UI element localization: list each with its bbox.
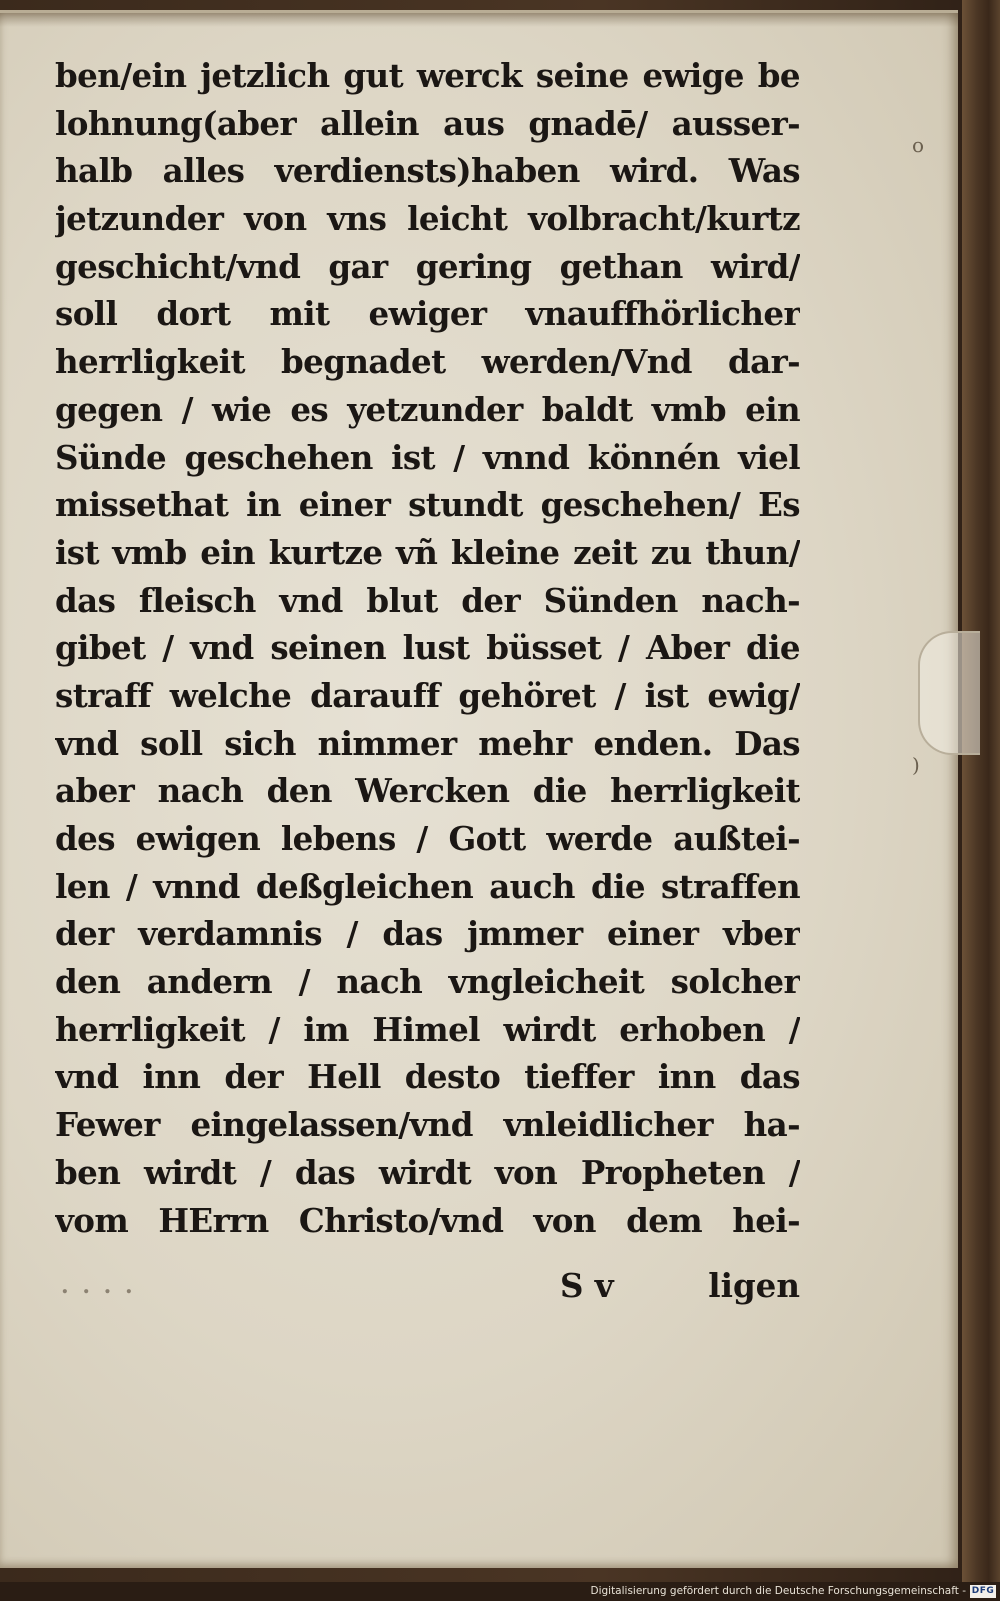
text-line: den andern / nach vngleicheit solcher: [55, 962, 800, 1002]
book-binding-edge: [962, 0, 1000, 1582]
text-line: aber nach den Wercken die herrligkeit: [55, 771, 800, 811]
text-line: ben wirdt / das wirdt von Propheten /: [55, 1152, 800, 1192]
text-line: vom HErrn Christo/vnd von dem hei-: [55, 1200, 800, 1240]
text-line: herrligkeit / im Himel wirdt erhoben /: [55, 1009, 800, 1049]
text-line: ist vmb ein kurtze vñ kleine zeit zu thun/: [55, 532, 800, 572]
margin-mark: o: [912, 133, 925, 157]
dfg-logo: DFG: [971, 1586, 995, 1596]
text-line: ben/ein jetzlich gut werck seine ewige be: [55, 56, 800, 95]
page-top-shadow: [0, 13, 958, 27]
text-line: gegen / wie es yetzunder baldt vmb ein: [55, 389, 800, 429]
text-line: straff welche darauff gehöret / ist ewig/: [55, 675, 800, 715]
catchword: ligen: [708, 1266, 800, 1305]
page-text: [55, 52, 800, 1244]
text-line: das fleisch vnd blut der Sünden nach-: [55, 580, 800, 620]
text-line: vnd inn der Hell desto tieffer inn das: [55, 1057, 800, 1097]
text-line: Fewer eingelassen/vnd vnleidlicher ha-: [55, 1105, 800, 1145]
signature-mark: S v: [560, 1266, 614, 1305]
text-line: lohnung(aber allein aus gnadē/ ausser-: [55, 103, 800, 143]
text-line: len / vnnd deßgleichen auch die straffen: [55, 866, 800, 906]
text-line: der verdamnis / das jmmer einer vber: [55, 914, 800, 954]
text-line: soll dort mit ewiger vnauffhörlicher: [55, 294, 800, 334]
text-line: des ewigen lebens / Gott werde außtei-: [55, 819, 800, 858]
text-line: herrligkeit begnadet werden/Vnd dar-: [55, 342, 800, 382]
margin-mark: ): [912, 753, 920, 777]
text-line: geschicht/vnd gar gering gethan wird/: [55, 246, 800, 286]
catch-line: [55, 1262, 800, 1310]
footer-credit: Digitalisierung gefördert durch die Deutsche Forschungsgemeinschaft -: [590, 1585, 966, 1597]
text-line: halb alles verdiensts)haben wird. Was: [55, 151, 800, 191]
text-line: jetzunder von vns leicht volbracht/kurtz: [55, 199, 800, 239]
text-line: gibet / vnd seinen lust büsset / Aber die: [55, 628, 800, 668]
text-line: missethat in einer stundt geschehen/ Es: [55, 485, 800, 525]
text-line: Sünde geschehen ist / vnnd könnén viel: [55, 437, 800, 477]
page-clasp: [918, 631, 980, 755]
text-line: vnd soll sich nimmer mehr enden. Das: [55, 723, 800, 763]
catch-dots: . . . .: [61, 1273, 136, 1299]
